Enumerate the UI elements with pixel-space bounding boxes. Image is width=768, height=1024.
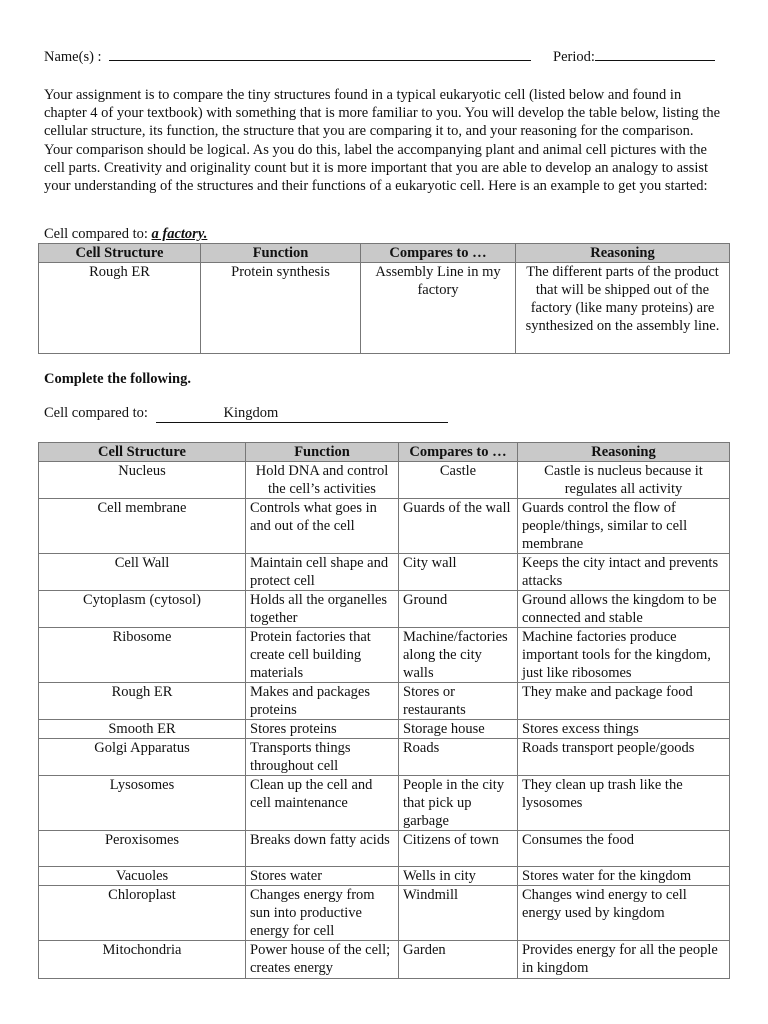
cell-function: Protein factories that create cell building materials bbox=[246, 628, 399, 683]
cell-structure: Rough ER bbox=[39, 683, 246, 720]
table-header-row bbox=[39, 244, 730, 263]
column-header: Function bbox=[201, 244, 361, 263]
cell-function: Controls what goes in and out of the cell bbox=[246, 499, 399, 554]
cell-function: Breaks down fatty acids bbox=[246, 831, 399, 867]
column-header: Function bbox=[246, 443, 399, 462]
cell-compares-to: Roads bbox=[399, 739, 518, 776]
complete-heading: Complete the following. bbox=[44, 371, 191, 387]
cell-compares-to: Ground bbox=[399, 591, 518, 628]
cell-reasoning: Machine factories produce important tools for the kingdom, just like ribosomes bbox=[518, 628, 730, 683]
cell-function: Holds all the organelles together bbox=[246, 591, 399, 628]
example-compared-to bbox=[44, 226, 207, 243]
cell-function: Clean up the cell and cell maintenance bbox=[246, 776, 399, 831]
table-row bbox=[39, 739, 730, 776]
cell-function: Changes energy from sun into productive energy for cell bbox=[246, 886, 399, 941]
table-row bbox=[39, 554, 730, 591]
table-row bbox=[39, 462, 730, 499]
column-header: Cell Structure bbox=[39, 244, 201, 263]
table-row bbox=[39, 683, 730, 720]
cell-compares-to: Windmill bbox=[399, 886, 518, 941]
cell-structure: Cell membrane bbox=[39, 499, 246, 554]
table-header-row bbox=[39, 443, 730, 462]
cell-function: Transports things throughout cell bbox=[246, 739, 399, 776]
cell-structure: Cytoplasm (cytosol) bbox=[39, 591, 246, 628]
cell-structure: Smooth ER bbox=[39, 720, 246, 739]
name-field[interactable] bbox=[44, 46, 531, 66]
cell-function: Hold DNA and control the cell’s activities bbox=[246, 462, 399, 499]
cell-compares-to: Citizens of town bbox=[399, 831, 518, 867]
name-label: Name(s) : bbox=[44, 49, 102, 65]
example-table bbox=[38, 243, 730, 354]
cell-structure: Golgi Apparatus bbox=[39, 739, 246, 776]
cell-reasoning: Castle is nucleus because it regulates all activity bbox=[518, 462, 730, 499]
main-compared-to bbox=[44, 405, 448, 423]
compared-label: Cell compared to: bbox=[44, 226, 148, 242]
assignment-instructions: Your assignment is to compare the tiny structures found in a typical eukaryotic cell (listed below and found in chapter 4 of your textbook) with something that is more familiar to you. You will develop the table below, listing the cellular structure, its function, the structure that you are comparing it to, and your reasoning for the comparison. Your comparison should be logical. As you do this, label the accompanying plant and animal cell pictures with the cell parts. Creativity and originality count but it is more important that you are able to develop an analogy to assist your understanding of the structures and their functions of a eukaryotic cell. Here is an example to get you started: bbox=[44, 87, 721, 195]
cell-reasoning: Stores excess things bbox=[518, 720, 730, 739]
column-header: Reasoning bbox=[518, 443, 730, 462]
cell-structure: Nucleus bbox=[39, 462, 246, 499]
table-row bbox=[39, 591, 730, 628]
cell-structure: Mitochondria bbox=[39, 941, 246, 979]
cell-structure: Cell Wall bbox=[39, 554, 246, 591]
column-header: Reasoning bbox=[516, 244, 730, 263]
column-header: Compares to … bbox=[361, 244, 516, 263]
table-row bbox=[39, 776, 730, 831]
compared-value: Kingdom bbox=[223, 405, 279, 421]
period-field[interactable] bbox=[553, 46, 715, 66]
cell-compares-to: Castle bbox=[399, 462, 518, 499]
table-row bbox=[39, 867, 730, 886]
cell-compares-to: Garden bbox=[399, 941, 518, 979]
table-row bbox=[39, 886, 730, 941]
cell-function: Makes and packages proteins bbox=[246, 683, 399, 720]
period-blank[interactable] bbox=[595, 46, 715, 61]
cell-structure: Chloroplast bbox=[39, 886, 246, 941]
column-header: Compares to … bbox=[399, 443, 518, 462]
table-row bbox=[39, 720, 730, 739]
cell-reasoning: The different parts of the product that will be shipped out of the factory (like many proteins) are synthesized on the assembly line. bbox=[516, 263, 730, 354]
cell-reasoning: They clean up trash like the lysosomes bbox=[518, 776, 730, 831]
cell-structure: Rough ER bbox=[39, 263, 201, 354]
table-row bbox=[39, 263, 730, 354]
table-row bbox=[39, 499, 730, 554]
table-row bbox=[39, 628, 730, 683]
cell-reasoning: Roads transport people/goods bbox=[518, 739, 730, 776]
cell-compares-to: City wall bbox=[399, 554, 518, 591]
cell-function: Power house of the cell; creates energy bbox=[246, 941, 399, 979]
cell-compares-to: Wells in city bbox=[399, 867, 518, 886]
cell-compares-to: People in the city that pick up garbage bbox=[399, 776, 518, 831]
cell-compares-to: Assembly Line in my factory bbox=[361, 263, 516, 354]
analogy-table bbox=[38, 442, 730, 979]
cell-compares-to: Machine/factories along the city walls bbox=[399, 628, 518, 683]
cell-structure: Peroxisomes bbox=[39, 831, 246, 867]
cell-reasoning: Stores water for the kingdom bbox=[518, 867, 730, 886]
period-label: Period: bbox=[553, 49, 595, 65]
compared-label: Cell compared to: bbox=[44, 405, 148, 421]
cell-structure: Ribosome bbox=[39, 628, 246, 683]
column-header: Cell Structure bbox=[39, 443, 246, 462]
cell-reasoning: They make and package food bbox=[518, 683, 730, 720]
cell-structure: Lysosomes bbox=[39, 776, 246, 831]
cell-reasoning: Consumes the food bbox=[518, 831, 730, 867]
cell-reasoning: Keeps the city intact and prevents attacks bbox=[518, 554, 730, 591]
cell-reasoning: Provides energy for all the people in kingdom bbox=[518, 941, 730, 979]
cell-compares-to: Stores or restaurants bbox=[399, 683, 518, 720]
cell-function: Maintain cell shape and protect cell bbox=[246, 554, 399, 591]
cell-compares-to: Storage house bbox=[399, 720, 518, 739]
cell-function: Stores proteins bbox=[246, 720, 399, 739]
name-blank[interactable] bbox=[109, 46, 531, 61]
cell-reasoning: Changes wind energy to cell energy used by kingdom bbox=[518, 886, 730, 941]
compared-value-field[interactable] bbox=[156, 405, 448, 423]
compared-value: a factory. bbox=[151, 226, 208, 242]
table-row bbox=[39, 831, 730, 867]
cell-reasoning: Ground allows the kingdom to be connected and stable bbox=[518, 591, 730, 628]
table-row bbox=[39, 941, 730, 979]
cell-reasoning: Guards control the flow of people/things, similar to cell membrane bbox=[518, 499, 730, 554]
cell-structure: Vacuoles bbox=[39, 867, 246, 886]
cell-function: Stores water bbox=[246, 867, 399, 886]
cell-compares-to: Guards of the wall bbox=[399, 499, 518, 554]
cell-function: Protein synthesis bbox=[201, 263, 361, 354]
